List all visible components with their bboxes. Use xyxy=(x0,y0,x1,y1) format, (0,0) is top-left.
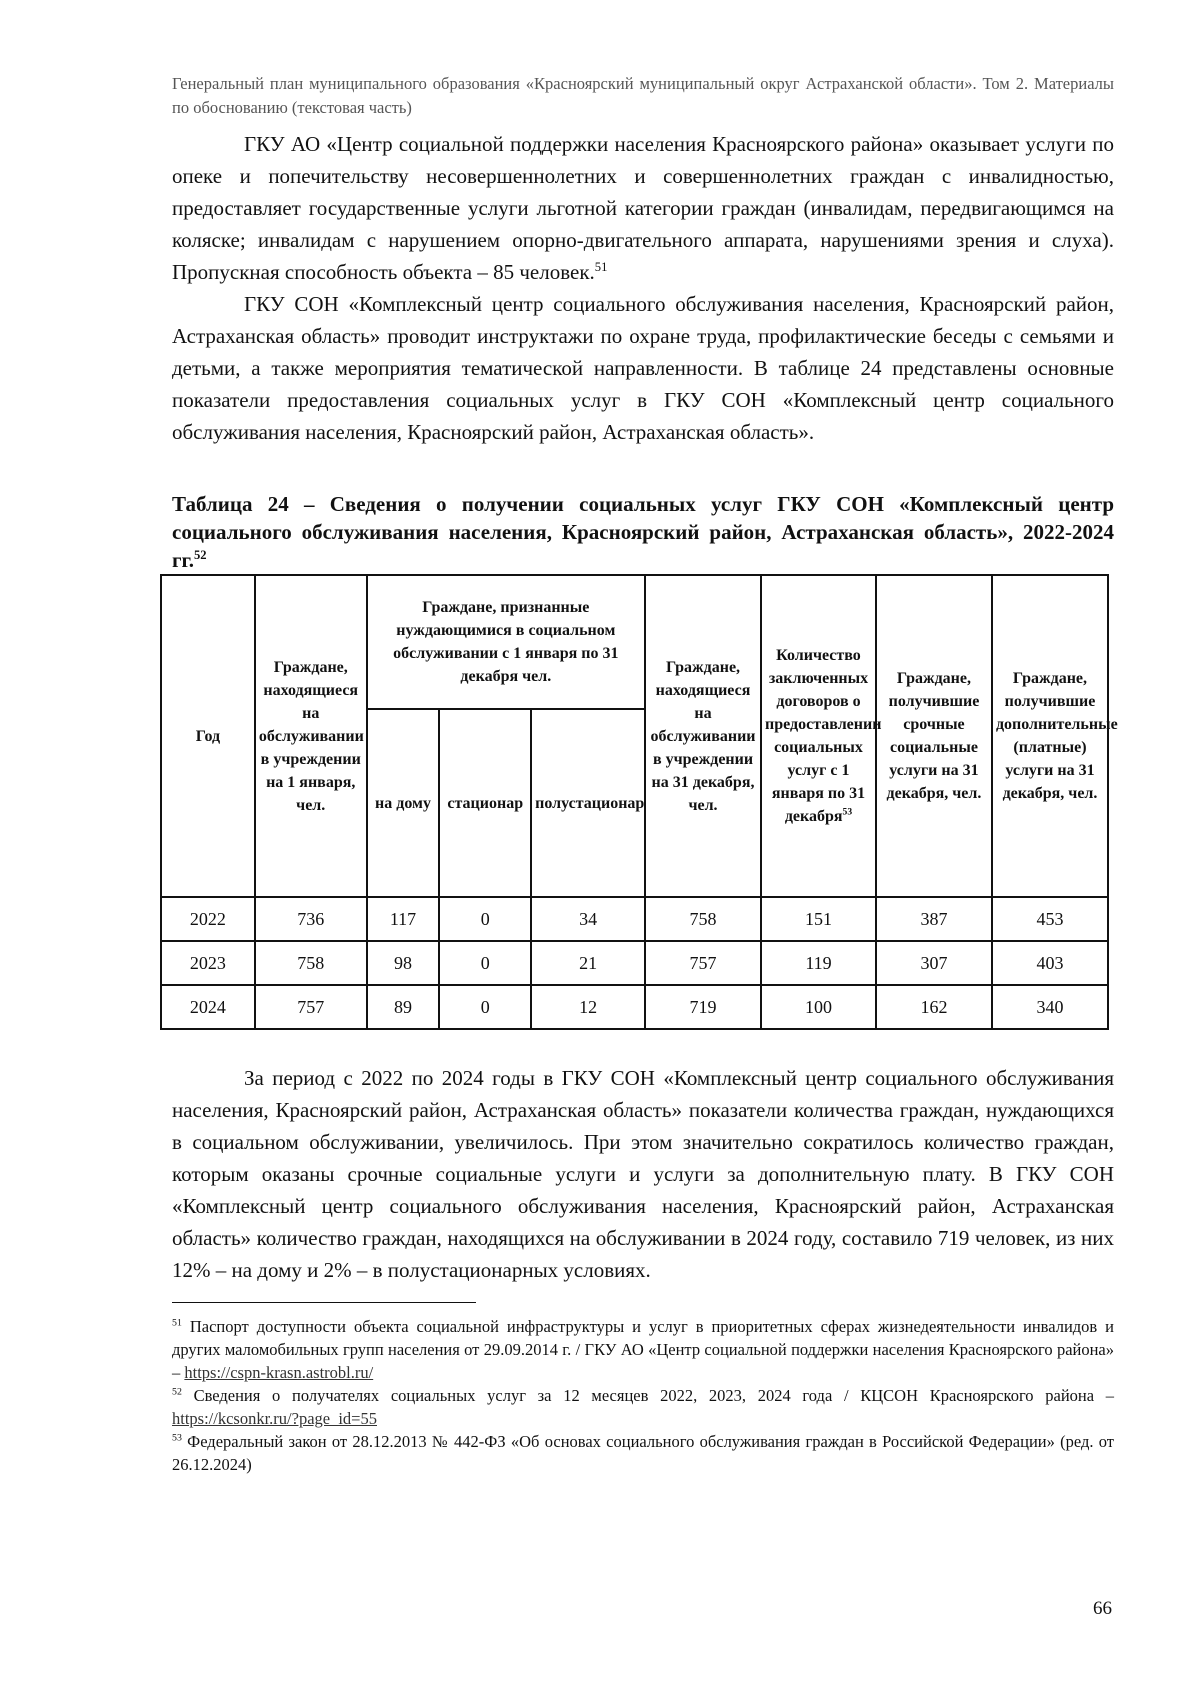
social-services-table xyxy=(160,574,1118,1030)
cell-home: 89 xyxy=(367,985,440,1029)
footnote-ref[interactable]: 51 xyxy=(594,260,608,274)
cell-paid: 453 xyxy=(992,897,1108,941)
paragraph-cspn xyxy=(172,128,1114,288)
col-header-paid: Граждане, получившие дополнительные (платные) услуги на 31 декабря, чел. xyxy=(992,575,1108,897)
footnote-ref[interactable]: 52 xyxy=(193,548,207,562)
cell-urgent: 387 xyxy=(876,897,992,941)
document-page xyxy=(172,72,1118,1476)
table-row xyxy=(161,941,1108,985)
col-header-recognized: Граждане, признанные нуждающимися в социальном обслуживании с 1 января по 31 декабря чел. xyxy=(367,575,645,709)
cell-stationary: 0 xyxy=(439,897,531,941)
footnote-text: Сведения о получателях социальных услуг за 12 месяцев 2022, 2023, 2024 года / КЦСОН Красноярского района – xyxy=(193,1386,1115,1405)
cell-semi: 34 xyxy=(531,897,645,941)
footnote-link[interactable]: https://kcsonkr.ru/?page_id=55 xyxy=(172,1409,377,1428)
cell-start: 757 xyxy=(255,985,367,1029)
footnote-52 xyxy=(172,1384,1114,1430)
cell-paid: 403 xyxy=(992,941,1108,985)
cell-contracts: 119 xyxy=(761,941,876,985)
page-number: 66 xyxy=(1093,1598,1112,1619)
cell-year: 2022 xyxy=(161,897,255,941)
running-header: Генеральный план муниципального образования «Красноярский муниципальный округ Астраханской области». Том 2. Материалы по обоснованию (текстовая часть) xyxy=(172,74,1114,117)
footnote-link[interactable]: https://cspn-krasn.astrobl.ru/ xyxy=(184,1363,374,1382)
footnote-ref[interactable]: 53 xyxy=(842,806,853,818)
col-header-end: Граждане, находящиеся на обслуживании в учреждении на 31 декабря, чел. xyxy=(645,575,761,897)
paragraph-kcson: ГКУ СОН «Комплексный центр социального обслуживания населения, Красноярский район, Астраханская область» проводит инструктажи по охране труда, профилактические беседы с семьями и детьми, а также мероприятия тематической направленности. В таблице 24 представлены основные показатели предоставления социальных услуг в ГКУ СОН «Комплексный центр социального обслуживания населения, Красноярский район, Астраханская область». xyxy=(172,292,1114,444)
cell-contracts: 151 xyxy=(761,897,876,941)
cell-year: 2023 xyxy=(161,941,255,985)
paragraph-summary: За период с 2022 по 2024 годы в ГКУ СОН «Комплексный центр социального обслуживания населения, Красноярский район, Астраханская область» показатели количества граждан, нуждающихся в социальном обслуживании, увеличилось. При этом значительно сократилось количество граждан, которым оказаны срочные социальные услуги и услуги за дополнительную плату. В ГКУ СОН «Комплексный центр социального обслуживания населения, Красноярский район, Астраханская область» количество граждан, находящихся на обслуживании в 2024 году, составило 719 человек, из них 12% – на дому и 2% – в полустационарных условиях. xyxy=(172,1066,1114,1282)
table-row xyxy=(161,985,1108,1029)
cell-stationary: 0 xyxy=(439,985,531,1029)
paragraph-text: ГКУ АО «Центр социальной поддержки населения Красноярского района» оказывает услуги по опеке и попечительству несовершеннолетних и совершеннолетних граждан с инвалидностью, предоставляет государственные услуги льготной категории граждан (инвалидам, передвигающимся на коляске; инвалидам с нарушением опорно-двигательного аппарата, нарушениями зрения и слуха). Пропускная способность объекта – 85 человек. xyxy=(172,132,1114,284)
table-caption xyxy=(172,490,1114,574)
cell-end: 758 xyxy=(645,897,761,941)
col-header-contracts xyxy=(761,575,882,897)
cell-paid: 340 xyxy=(992,985,1108,1029)
header-text: Количество заключенных договоров о предоставлении социальных услуг с 1 января по 31 декабря xyxy=(765,647,882,825)
footnote-text: Федеральный закон от 28.12.2013 № 442-ФЗ «Об основах социального обслуживания граждан в Российской Федерации» (ред. от 26.12.2024) xyxy=(172,1432,1115,1474)
col-header-year: Год xyxy=(161,575,255,897)
cell-semi: 12 xyxy=(531,985,645,1029)
cell-home: 117 xyxy=(367,897,440,941)
cell-end: 757 xyxy=(645,941,761,985)
cell-urgent: 307 xyxy=(876,941,992,985)
col-header-semi: полустационар xyxy=(531,709,645,897)
footnote-number: 53 xyxy=(172,1432,182,1444)
cell-contracts: 100 xyxy=(761,985,876,1029)
cell-stationary: 0 xyxy=(439,941,531,985)
col-header-home: на дому xyxy=(367,709,440,897)
cell-home: 98 xyxy=(367,941,440,985)
footnote-divider xyxy=(172,1302,476,1303)
cell-year: 2024 xyxy=(161,985,255,1029)
col-header-start: Граждане, находящиеся на обслуживании в учреждении на 1 января, чел. xyxy=(255,575,367,897)
caption-text: Таблица 24 – Сведения о получении социальных услуг ГКУ СОН «Комплексный центр социального обслуживания населения, Красноярский район, Астраханская область», 2022-2024 гг. xyxy=(172,492,1114,572)
footnote-53 xyxy=(172,1430,1114,1476)
footnote-number: 52 xyxy=(172,1386,182,1398)
cell-end: 719 xyxy=(645,985,761,1029)
footnote-number: 51 xyxy=(172,1317,182,1329)
table-row xyxy=(161,897,1108,941)
cell-urgent: 162 xyxy=(876,985,992,1029)
footnote-51 xyxy=(172,1315,1114,1384)
col-header-urgent: Граждане, получившие срочные социальные услуги на 31 декабря, чел. xyxy=(876,575,992,897)
col-header-stationary: стационар xyxy=(439,709,531,897)
cell-start: 736 xyxy=(255,897,367,941)
footnote-text: Паспорт доступности объекта социальной инфраструктуры и услуг в приоритетных сферах жизнедеятельности инвалидов и других маломобильных групп населения от 29.09.2014 г. / ГКУ АО «Центр социальной поддержки населения Красноярского района» – xyxy=(172,1317,1114,1382)
cell-start: 758 xyxy=(255,941,367,985)
cell-semi: 21 xyxy=(531,941,645,985)
